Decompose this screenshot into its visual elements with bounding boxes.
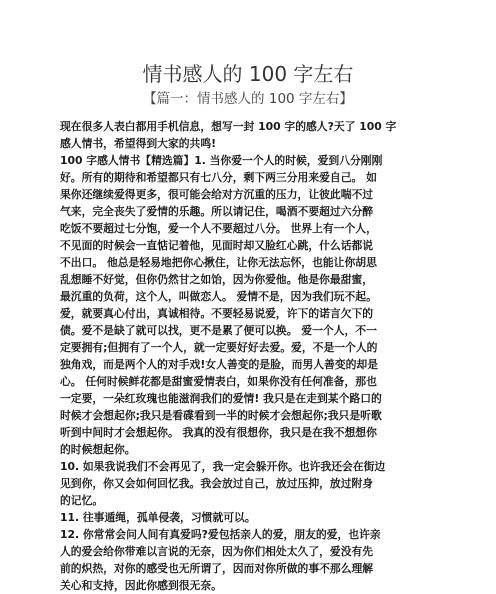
text-line: 100 字感人情书【精选篇】1. 当你爱一个人的时候，爱到八分刚刚 — [60, 154, 383, 167]
text-line: 债。爱不是缺了就可以找，更不是累了便可以换。 爱一个人，不一 — [60, 324, 377, 337]
text-line: 不见面的时候会一直惦记着他，见面时却又脸红心跳，什么话都说 — [60, 239, 374, 252]
document-title: 情书感人的 100 字左右 — [142, 62, 354, 86]
document-subtitle: 【篇一：情书感人的 100 字左右】 — [143, 91, 353, 107]
text-line: 的记忆。 — [60, 494, 104, 507]
text-line: 关心和支持，因此你感到很无奈。 — [60, 579, 222, 592]
paragraph — [60, 152, 440, 458]
text-line: 见到你，你又会如何回忆我。我会放过自己，放过压抑，放过附身 — [60, 477, 374, 490]
text-line: 好。所有的期待和希望都只有七八分，剩下两三分用来爱自己。 如 — [60, 171, 377, 184]
paragraph — [60, 509, 440, 526]
document-body — [60, 118, 440, 594]
text-line: 听到中间时才会想起你。 我真的没有很想你，我只是在我不想想你 — [60, 426, 377, 439]
text-line: 一定要，一朵红玫瑰也能滋润我们的爱情! 我只是在走到某个路口的 — [60, 392, 382, 405]
text-line: 心。 任何时候鲜花都是甜蜜爱情表白，如果你没有任何准备，那也 — [60, 375, 377, 388]
text-line: 10. 如果我说我们不会再见了，我一定会躲开你。也许我还会在街边 — [60, 460, 386, 473]
text-line: 现在很多人表白都用手机信息，想写一封 100 字的感人?天了 100 字 — [60, 120, 397, 133]
text-line: 吃饭不要超过七分饱，爱一个人不要超过八分。 世界上有一个人， — [60, 222, 377, 235]
text-line: 气来，完全丧失了爱情的乐趣。所以请记住，喝酒不要超过六分醉 — [60, 205, 374, 218]
text-line: 独角戏，而是两个人的对手戏!女人善变的是脸，而男人善变的却是 — [60, 358, 379, 371]
paragraph — [60, 458, 440, 509]
text-line: 爱，就要真心付出，真诚相待。不要轻易说爱，许下的诺言欠下的 — [60, 307, 374, 320]
text-line: 定要拥有;但拥有了一个人，就一定要好好去爱。爱，不是一个人的 — [60, 341, 378, 354]
text-line: 11. 往事遁绳，孤单侵袭，习惯就可以。 — [60, 511, 256, 524]
paragraph — [60, 526, 440, 594]
text-line: 人的爱会给你带难以言说的无奈，因为你们相处太久了，爱没有先 — [60, 545, 374, 558]
text-line: 果你还继续爱得更多，很可能会给对方沉重的压力，让彼此喘不过 — [60, 188, 374, 201]
text-line: 最沉重的负荷，这个人，叫做恋人。 爱情不是，因为我们玩不起。 — [60, 290, 377, 303]
text-line: 乱想睡不好觉，但你仍然甘之如饴，因为你爱他。他是你最甜蜜， — [60, 273, 374, 286]
text-line: 前的炽热，对你的感受也无所谓了，因而对你所做的事不那么理解 — [60, 562, 374, 575]
paragraph — [60, 118, 440, 152]
text-line: 不出口。 他总是轻易地把你心揪住，让你无法忘怀，也能让你胡思 — [60, 256, 377, 269]
text-line: 12. 你常常会问人间有真爱吗?爱包括亲人的爱，朋友的爱，也许亲 — [60, 528, 381, 541]
text-line: 感人情书，希望得到大家的共鸣! — [60, 137, 217, 150]
text-line: 时候才会想起你;我只是看碟看到一半的时候才会想起你;我只是听歌 — [60, 409, 382, 422]
text-line: 的时候想起你。 — [60, 443, 136, 456]
